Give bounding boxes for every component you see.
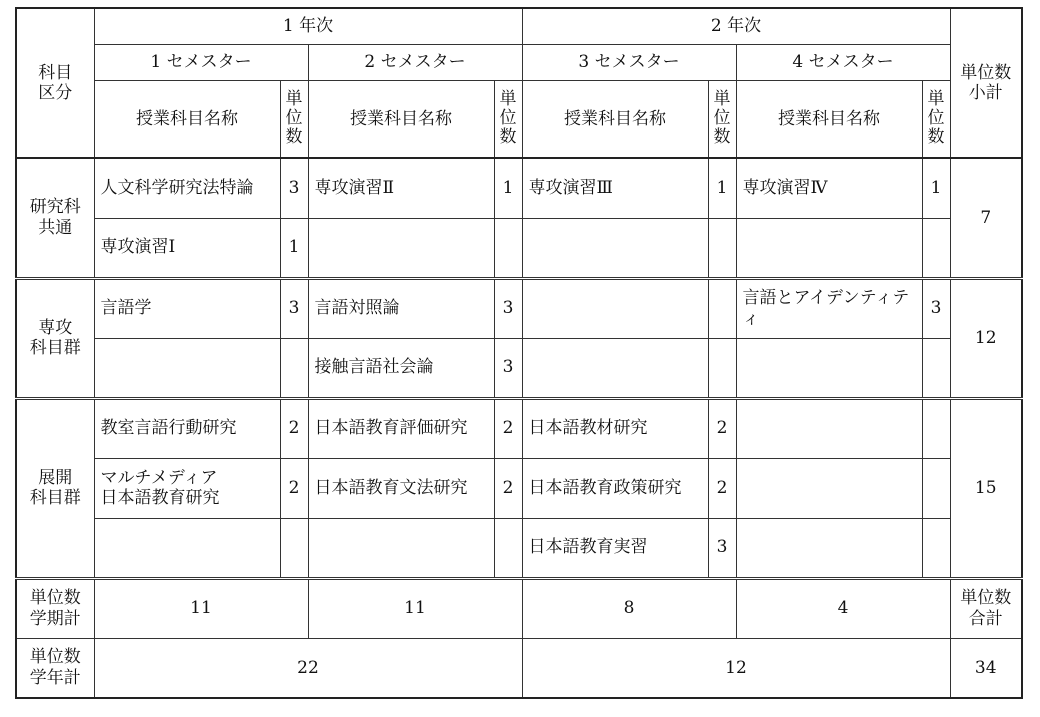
subject-name-cell: 言語学 <box>94 278 280 338</box>
units-cell: 3 <box>494 278 522 338</box>
subject-name-cell: 専攻演習Ⅲ <box>522 158 708 218</box>
year1-header: 1 年次 <box>94 8 522 44</box>
subject-name-cell: 専攻演習Ⅳ <box>736 158 922 218</box>
subject-name-cell <box>522 218 708 278</box>
units-cell <box>280 518 308 578</box>
subject-name-cell: 日本語教育評価研究 <box>308 398 494 458</box>
subject-name-cell: 日本語教材研究 <box>522 398 708 458</box>
subject-name-cell: 専攻演習Ⅰ <box>94 218 280 278</box>
term-total-label: 単位数 学期計 <box>16 578 94 638</box>
grand-total-value: 34 <box>950 638 1022 698</box>
term-total-value: 11 <box>308 578 522 638</box>
subject-name-header: 授業科目名称 <box>522 80 708 158</box>
category-header: 科目 区分 <box>16 8 94 158</box>
year-total-value: 12 <box>522 638 950 698</box>
term-total-value: 11 <box>94 578 308 638</box>
units-cell: 1 <box>494 158 522 218</box>
sem3-header: 3 セメスター <box>522 44 736 80</box>
units-cell <box>922 518 950 578</box>
units-cell: 2 <box>708 398 736 458</box>
subject-name-cell <box>94 518 280 578</box>
units-header: 単位数 <box>922 80 950 158</box>
subject-name-cell <box>736 458 922 518</box>
year-total-label: 単位数 学年計 <box>16 638 94 698</box>
units-cell: 2 <box>494 398 522 458</box>
subject-name-cell: 接触言語社会論 <box>308 338 494 398</box>
term-total-value: 8 <box>522 578 736 638</box>
group-label: 展開 科目群 <box>16 398 94 578</box>
subject-name-cell <box>522 338 708 398</box>
units-cell: 3 <box>494 338 522 398</box>
sem1-header: 1 セメスター <box>94 44 308 80</box>
units-cell <box>494 518 522 578</box>
units-cell: 1 <box>280 218 308 278</box>
units-cell: 2 <box>494 458 522 518</box>
units-cell: 2 <box>280 398 308 458</box>
units-cell: 3 <box>922 278 950 338</box>
units-header: 単位数 <box>280 80 308 158</box>
group-subtotal: 12 <box>950 278 1022 398</box>
subject-name-cell <box>94 338 280 398</box>
units-cell <box>708 338 736 398</box>
subject-name-cell: マルチメディア 日本語教育研究 <box>94 458 280 518</box>
year-total-value: 22 <box>94 638 522 698</box>
units-header: 単位数 <box>708 80 736 158</box>
subject-name-cell: 教室言語行動研究 <box>94 398 280 458</box>
subject-name-cell: 言語とアイデンティティ <box>736 278 922 338</box>
units-cell <box>922 218 950 278</box>
subject-name-cell <box>736 338 922 398</box>
term-total-value: 4 <box>736 578 950 638</box>
subject-name-cell: 言語対照論 <box>308 278 494 338</box>
units-cell <box>494 218 522 278</box>
subject-name-header: 授業科目名称 <box>94 80 280 158</box>
units-cell: 1 <box>708 158 736 218</box>
subject-name-cell: 日本語教育実習 <box>522 518 708 578</box>
subject-name-cell <box>736 218 922 278</box>
subject-name-cell: 日本語教育政策研究 <box>522 458 708 518</box>
sem2-header: 2 セメスター <box>308 44 522 80</box>
grand-total-label: 単位数 合計 <box>950 578 1022 638</box>
units-cell <box>922 458 950 518</box>
group-label: 研究科 共通 <box>16 158 94 278</box>
subject-name-cell: 日本語教育文法研究 <box>308 458 494 518</box>
year2-header: 2 年次 <box>522 8 950 44</box>
subtotal-header: 単位数 小計 <box>950 8 1022 158</box>
units-cell: 3 <box>280 158 308 218</box>
units-cell: 2 <box>280 458 308 518</box>
units-cell: 2 <box>708 458 736 518</box>
subject-name-cell <box>308 518 494 578</box>
subject-name-header: 授業科目名称 <box>736 80 922 158</box>
units-cell <box>708 218 736 278</box>
units-cell <box>922 398 950 458</box>
subject-name-header: 授業科目名称 <box>308 80 494 158</box>
subject-name-cell <box>308 218 494 278</box>
units-cell <box>922 338 950 398</box>
units-cell <box>708 278 736 338</box>
units-cell <box>280 338 308 398</box>
units-header: 単位数 <box>494 80 522 158</box>
group-subtotal: 15 <box>950 398 1022 578</box>
units-cell: 1 <box>922 158 950 218</box>
group-label: 専攻 科目群 <box>16 278 94 398</box>
subject-name-cell: 専攻演習Ⅱ <box>308 158 494 218</box>
subject-name-cell <box>736 518 922 578</box>
curriculum-table <box>15 7 1023 699</box>
subject-name-cell <box>736 398 922 458</box>
units-cell: 3 <box>708 518 736 578</box>
subject-name-cell <box>522 278 708 338</box>
subject-name-cell: 人文科学研究法特論 <box>94 158 280 218</box>
units-cell: 3 <box>280 278 308 338</box>
group-subtotal: 7 <box>950 158 1022 278</box>
sem4-header: 4 セメスター <box>736 44 950 80</box>
